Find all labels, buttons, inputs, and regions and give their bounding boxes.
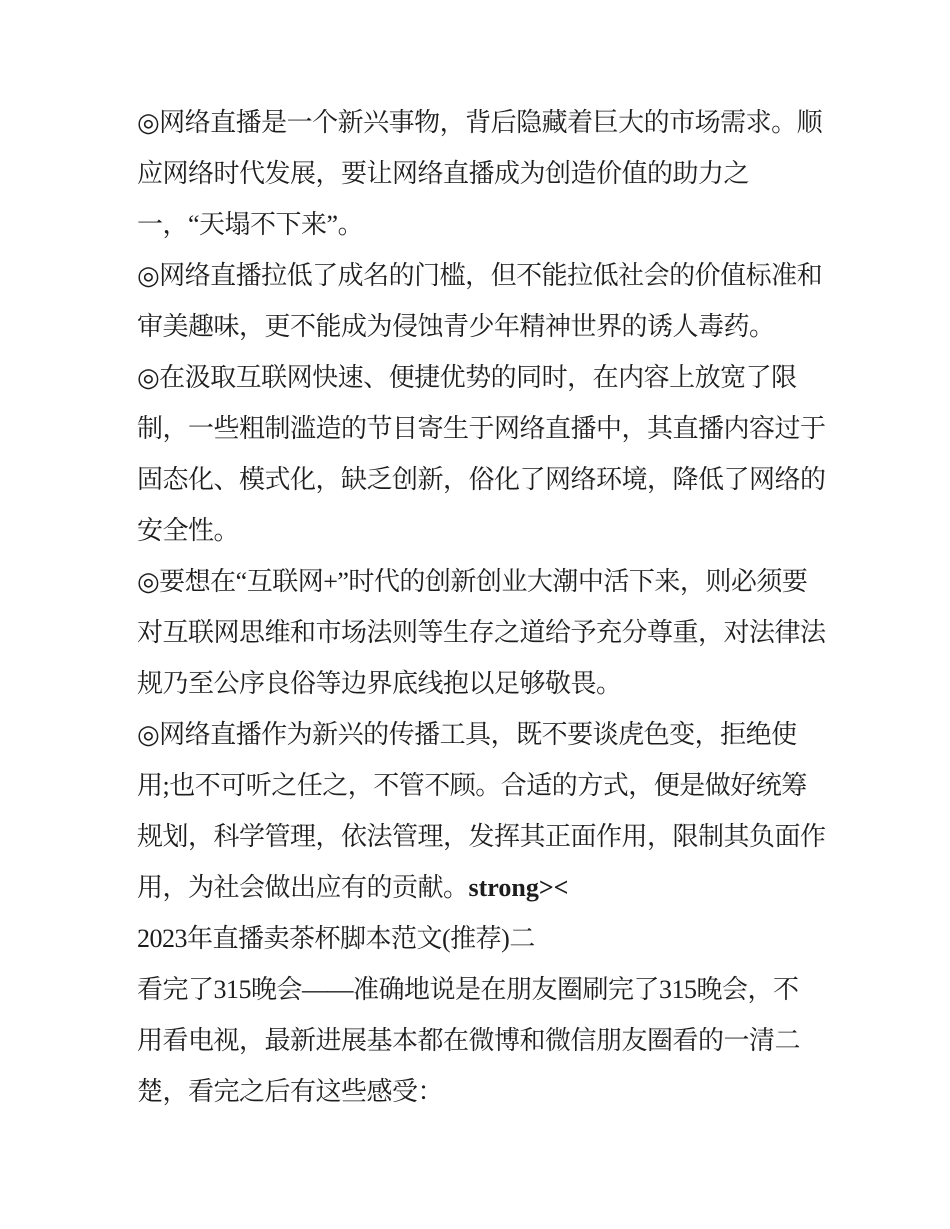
- line-text: ◎在汲取互联网快速、便捷优势的同时，在内容上放宽了限: [137, 363, 797, 392]
- body-paragraph: [137, 964, 867, 1117]
- line-text: 规划，科学管理，依法管理，发挥其正面作用，限制其负面作: [137, 822, 826, 851]
- document-text-block: [137, 97, 867, 1117]
- text-line: [137, 760, 867, 811]
- text-line: [137, 352, 867, 403]
- line-text: 楚，看完之后有这些感受：: [137, 1077, 444, 1106]
- line-text: 规乃至公序良俗等边界底线抱以足够敬畏。: [137, 669, 622, 698]
- bullet-point-3: [137, 352, 867, 556]
- section-heading: [137, 913, 867, 964]
- text-line: [137, 964, 867, 1015]
- line-text: ◎要想在“互联网+”时代的创新创业大潮中活下来，则必须要: [137, 567, 808, 596]
- text-line: [137, 199, 867, 250]
- text-line: [137, 658, 867, 709]
- text-line: [137, 913, 867, 964]
- bullet-point-5: [137, 709, 867, 913]
- line-text: ◎网络直播拉低了成名的门槛，但不能拉低社会的价值标准和: [137, 261, 823, 290]
- line-text: 用看电视，最新进展基本都在微博和微信朋友圈看的一清二: [137, 1026, 801, 1055]
- text-line: [137, 148, 867, 199]
- text-line: [137, 1066, 867, 1117]
- text-line: [137, 97, 867, 148]
- bullet-point-2: [137, 250, 867, 352]
- line-text: 对互联网思维和市场法则等生存之道给予充分尊重，对法律法: [137, 618, 826, 647]
- stray-markup-fragment: strong><: [468, 873, 569, 902]
- line-text: 制，一些粗制滥造的节目寄生于网络直播中，其直播内容过于: [137, 414, 826, 443]
- line-text: 应网络时代发展，要让网络直播成为创造价值的助力之: [137, 159, 750, 188]
- line-text: 用;也不可听之任之，不管不顾。合适的方式，便是做好统筹: [137, 771, 807, 800]
- text-line: [137, 403, 867, 454]
- line-text: 固态化、模式化，缺乏创新，俗化了网络环境，降低了网络的: [137, 465, 826, 494]
- line-text: ◎网络直播作为新兴的传播工具，既不要谈虎色变，拒绝使: [137, 720, 797, 749]
- line-text: 2023年直播卖茶杯脚本范文(推荐)二: [137, 924, 535, 953]
- text-line: [137, 709, 867, 760]
- text-line: [137, 250, 867, 301]
- text-line: [137, 1015, 867, 1066]
- text-line: [137, 301, 867, 352]
- line-text: 安全性。: [137, 516, 240, 545]
- line-text: 审美趣味，更不能成为侵蚀青少年精神世界的诱人毒药。: [137, 312, 775, 341]
- text-line: [137, 556, 867, 607]
- text-line: [137, 862, 867, 913]
- line-text: 一，“天塌不下来”。: [137, 210, 364, 239]
- bullet-point-1: [137, 97, 867, 250]
- text-line: [137, 505, 867, 556]
- line-text: 用，为社会做出应有的贡献。: [137, 873, 469, 902]
- text-line: [137, 607, 867, 658]
- text-line: [137, 811, 867, 862]
- text-line: [137, 454, 867, 505]
- line-text: 看完了315晚会——准确地说是在朋友圈刷完了315晚会，不: [137, 975, 799, 1004]
- bullet-point-4: [137, 556, 867, 709]
- line-text: ◎网络直播是一个新兴事物，背后隐藏着巨大的市场需求。顺: [137, 108, 823, 137]
